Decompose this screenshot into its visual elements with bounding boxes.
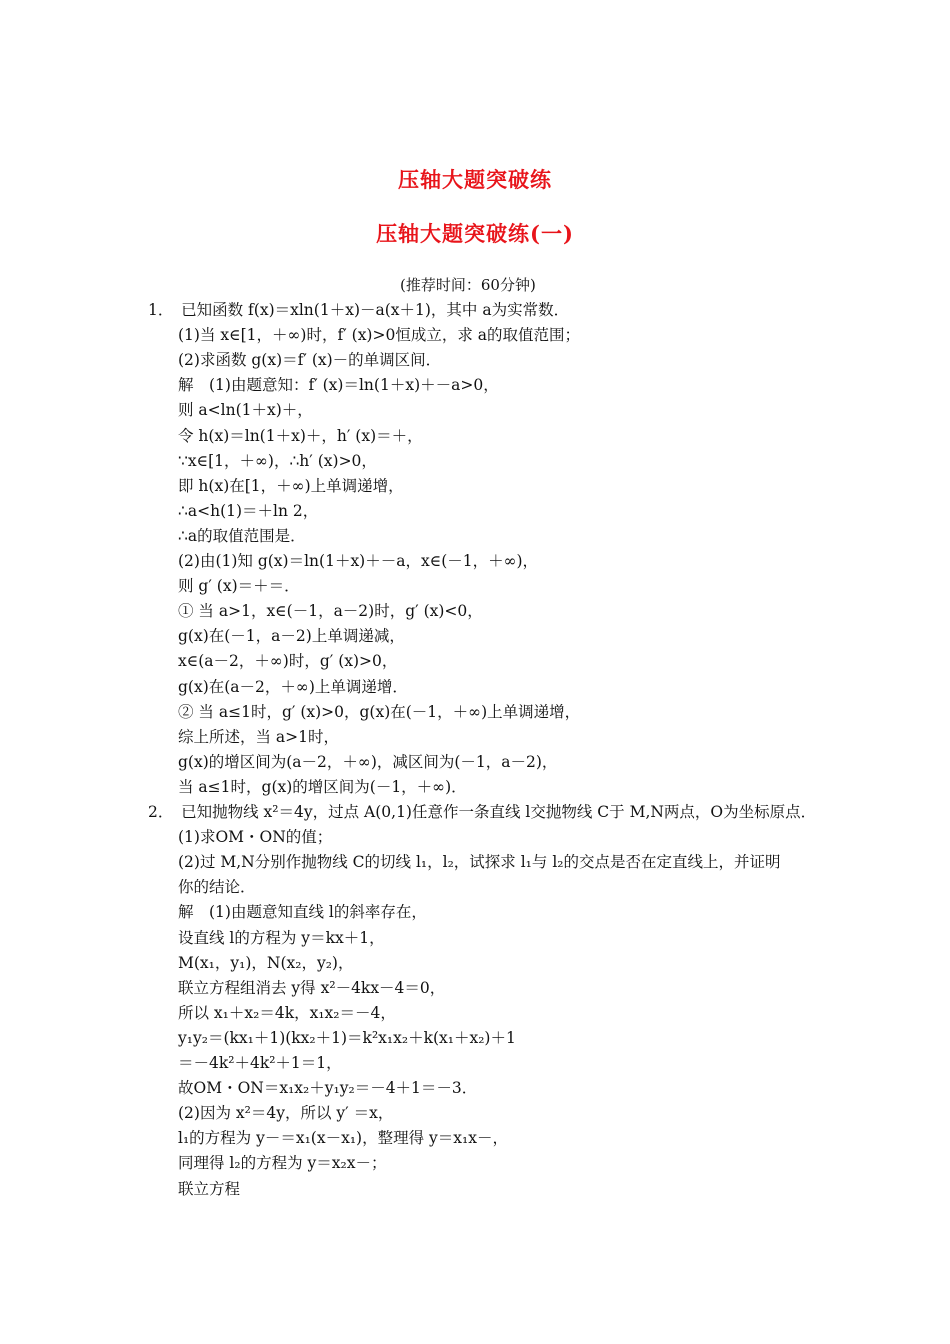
text-line: 解 (1)由题意知：f′ (x)＝ln(1＋x)＋－a>0， <box>178 376 499 395</box>
text-line: ∴a的取值范围是． <box>178 526 306 545</box>
text-line: g(x)的增区间为(a－2，＋∞)，减区间为(－1，a－2)， <box>178 752 558 771</box>
text-line: g(x)在(－1，a－2)上单调递减， <box>178 627 405 646</box>
document-title: 压轴大题突破练 <box>398 167 552 192</box>
text-line: 解 (1)由题意知直线 l的斜率存在， <box>178 903 427 922</box>
text-line: 你的结论． <box>178 878 256 897</box>
problem-statement-line: 1． 已知函数 f(x)＝xln(1＋x)－a(x＋1)，其中 a为实常数． <box>148 301 570 319</box>
problem-statement-line: 2． 已知抛物线 x²＝4y，过点 A(0,1)任意作一条直线 l交抛物线 C于 M,N两点，O为坐标原点． <box>148 803 817 821</box>
text-line: 联立方程组消去 y得 x²－4kx－4＝0， <box>178 978 446 997</box>
text-line: 令 h(x)＝ln(1＋x)＋，h′ (x)＝＋， <box>178 426 423 445</box>
text-line: (2)求函数 g(x)＝f′ (x)－的单调区间． <box>178 351 442 370</box>
text-line: 设直线 l的方程为 y＝kx＋1， <box>178 928 385 947</box>
text-line: g(x)在(a－2，＋∞)上单调递增． <box>178 677 408 696</box>
text-line: 综上所述，当 a>1时， <box>178 727 340 746</box>
text-line: (2)由(1)知 g(x)＝ln(1＋x)＋－a，x∈(－1，＋∞)， <box>178 552 539 570</box>
text-line: ① 当 a>1，x∈(－1，a－2)时，g′ (x)<0， <box>178 602 483 621</box>
text-line: ＝－4k²＋4k²＋1＝1， <box>178 1054 342 1072</box>
text-line: ② 当 a≤1时，g′ (x)>0，g(x)在(－1，＋∞)上单调递增， <box>178 702 581 721</box>
text-line: (2)因为 x²＝4y，所以 y′ ＝x， <box>178 1104 394 1123</box>
document-subtitle: 压轴大题突破练(一) <box>376 221 574 246</box>
text-line: 同理得 l₂的方程为 y＝x₂x－； <box>178 1154 387 1173</box>
text-line: 联立方程 <box>178 1179 241 1198</box>
text-line: 故OM・ON＝x₁x₂＋y₁y₂＝－4＋1＝－3． <box>178 1079 478 1098</box>
text-line: (1)当 x∈[1，＋∞)时，f′ (x)>0恒成立，求 a的取值范围； <box>178 326 581 345</box>
text-line: (1)求OM・ON的值； <box>178 828 333 847</box>
text-line: ∵x∈[1，＋∞)，∴h′ (x)>0， <box>178 451 377 470</box>
text-line: 所以 x₁＋x₂＝4k，x₁x₂＝－4， <box>178 1003 396 1022</box>
text-line: 当 a≤1时，g(x)的增区间为(－1，＋∞)． <box>178 777 467 796</box>
text-line: 则 g′ (x)＝＋＝． <box>178 577 300 596</box>
text-line: 即 h(x)在[1，＋∞)上单调递增， <box>178 476 404 495</box>
text-line: y₁y₂＝(kx₁＋1)(kx₂＋1)＝k²x₁x₂＋k(x₁＋x₂)＋1 <box>178 1028 516 1047</box>
text-line: l₁的方程为 y－＝x₁(x－x₁)，整理得 y＝x₁x－， <box>178 1129 508 1148</box>
text-line: ∴a<h(1)＝＋ln 2， <box>178 501 319 520</box>
recommended-time: (推荐时间：60分钟) <box>400 276 536 294</box>
text-line: x∈(a－2，＋∞)时，g′ (x)>0， <box>178 652 398 671</box>
text-line: M(x₁，y₁)，N(x₂，y₂)， <box>178 953 354 972</box>
text-line: 则 a<ln(1＋x)＋， <box>178 401 313 420</box>
text-line: (2)过 M,N分别作抛物线 C的切线 l₁，l₂，试探求 l₁与 l₂的交点是否在定直线上，并证明 <box>178 853 781 872</box>
